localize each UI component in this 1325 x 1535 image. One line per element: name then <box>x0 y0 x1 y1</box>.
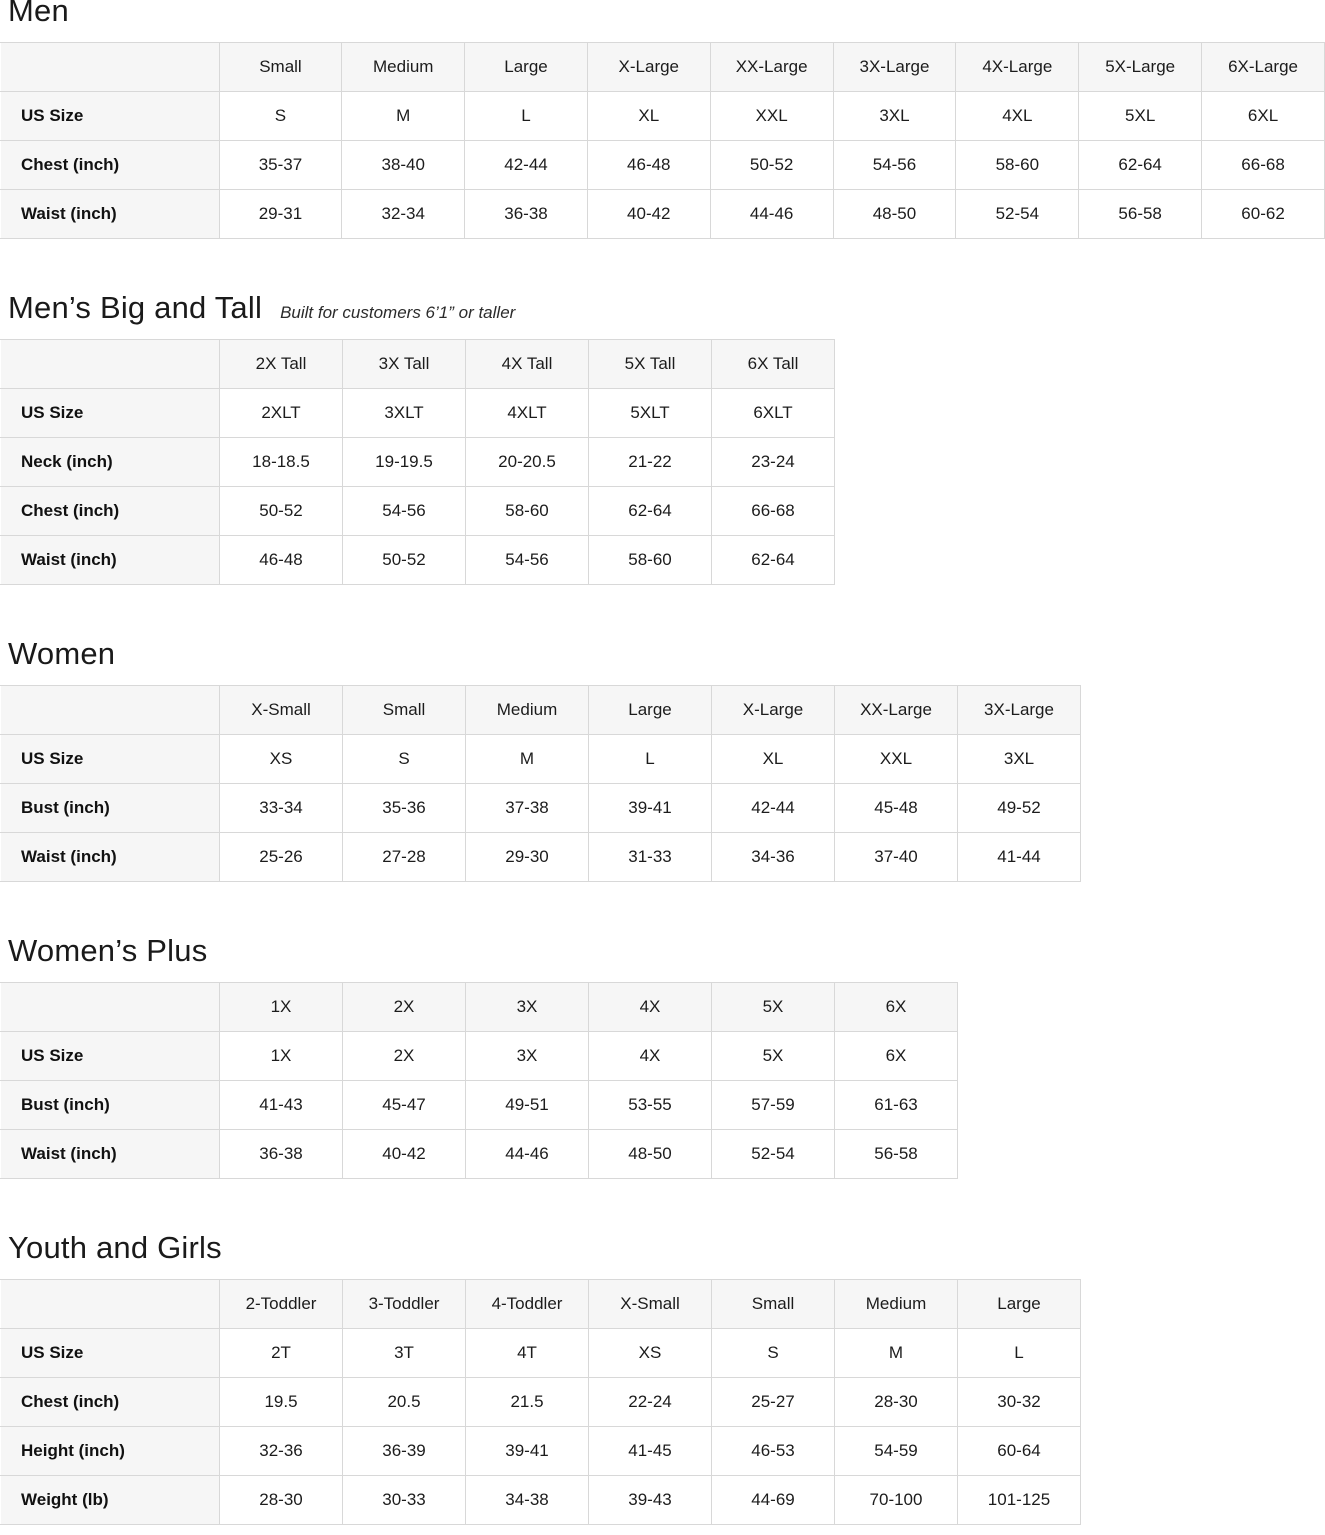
column-header: Medium <box>466 686 589 735</box>
table-cell: 66-68 <box>712 487 835 536</box>
column-header: X-Small <box>220 686 343 735</box>
table-cell: 39-43 <box>589 1476 712 1525</box>
table-corner-cell <box>1 983 220 1032</box>
table-row <box>1 438 835 487</box>
column-header: Small <box>343 686 466 735</box>
table-cell: 21.5 <box>466 1378 589 1427</box>
size-table <box>0 1279 1081 1525</box>
table-cell: 54-56 <box>466 536 589 585</box>
table-cell: 2X <box>343 1032 466 1081</box>
column-header: 3-Toddler <box>343 1280 466 1329</box>
section-title: Youth and Girls <box>8 1230 222 1266</box>
table-cell: S <box>712 1329 835 1378</box>
section-title: Men <box>8 0 69 28</box>
section-header <box>0 934 1325 982</box>
table-cell: 28-30 <box>835 1378 958 1427</box>
table-row <box>1 1329 1081 1378</box>
table-cell: 5X <box>712 1032 835 1081</box>
table-cell: 40-42 <box>343 1130 466 1179</box>
table-cell: 25-27 <box>712 1378 835 1427</box>
column-header: XX-Large <box>835 686 958 735</box>
table-cell: 52-54 <box>956 190 1079 239</box>
table-cell: 35-37 <box>219 141 342 190</box>
table-cell: 62-64 <box>589 487 712 536</box>
column-header: 4X-Large <box>956 43 1079 92</box>
column-header: X-Small <box>589 1280 712 1329</box>
row-header: Chest (inch) <box>1 1378 220 1427</box>
table-cell: 29-31 <box>219 190 342 239</box>
size-section <box>0 1231 1325 1525</box>
row-header: Chest (inch) <box>1 487 220 536</box>
size-section <box>0 0 1325 239</box>
column-header: 1X <box>220 983 343 1032</box>
table-cell: 3T <box>343 1329 466 1378</box>
table-cell: 54-56 <box>833 141 956 190</box>
table-cell: 34-38 <box>466 1476 589 1525</box>
table-header-row <box>1 983 958 1032</box>
table-cell: 3XL <box>833 92 956 141</box>
section-title: Women’s Plus <box>8 933 208 969</box>
table-cell: 31-33 <box>589 833 712 882</box>
column-header: 2X <box>343 983 466 1032</box>
row-header: US Size <box>1 735 220 784</box>
table-cell: 3XLT <box>343 389 466 438</box>
row-header: US Size <box>1 92 220 141</box>
table-cell: 41-44 <box>958 833 1081 882</box>
column-header: 4X Tall <box>466 340 589 389</box>
table-corner-cell <box>1 1280 220 1329</box>
table-cell: 20.5 <box>343 1378 466 1427</box>
table-cell: 58-60 <box>466 487 589 536</box>
section-title: Men’s Big and Tall <box>8 290 263 326</box>
row-header: Bust (inch) <box>1 784 220 833</box>
size-table <box>0 42 1325 239</box>
table-header-row <box>1 340 835 389</box>
table-cell: 39-41 <box>466 1427 589 1476</box>
table-cell: 4X <box>589 1032 712 1081</box>
table-cell: 30-33 <box>343 1476 466 1525</box>
table-cell: 46-48 <box>587 141 710 190</box>
table-row <box>1 1427 1081 1476</box>
table-cell: 53-55 <box>589 1081 712 1130</box>
column-header: Large <box>958 1280 1081 1329</box>
table-cell: 3XL <box>958 735 1081 784</box>
table-cell: 50-52 <box>220 487 343 536</box>
table-cell: 30-32 <box>958 1378 1081 1427</box>
size-table <box>0 339 835 585</box>
section-title: Women <box>8 636 116 672</box>
table-cell: 29-30 <box>466 833 589 882</box>
table-cell: S <box>219 92 342 141</box>
table-cell: 54-59 <box>835 1427 958 1476</box>
table-cell: 41-45 <box>589 1427 712 1476</box>
table-corner-cell <box>1 340 220 389</box>
table-cell: 35-36 <box>343 784 466 833</box>
table-row <box>1 1081 958 1130</box>
table-cell: 62-64 <box>1079 141 1202 190</box>
table-corner-cell <box>1 43 220 92</box>
table-cell: 25-26 <box>220 833 343 882</box>
table-cell: 5XL <box>1079 92 1202 141</box>
table-cell: 4XL <box>956 92 1079 141</box>
table-row <box>1 784 1081 833</box>
table-cell: 42-44 <box>465 141 588 190</box>
table-cell: 60-64 <box>958 1427 1081 1476</box>
table-row <box>1 1476 1081 1525</box>
column-header: 6X-Large <box>1202 43 1325 92</box>
column-header: Small <box>712 1280 835 1329</box>
table-cell: 5XLT <box>589 389 712 438</box>
table-cell: 18-18.5 <box>220 438 343 487</box>
table-cell: 19.5 <box>220 1378 343 1427</box>
table-row <box>1 833 1081 882</box>
table-cell: 2T <box>220 1329 343 1378</box>
table-cell: 44-69 <box>712 1476 835 1525</box>
table-cell: 48-50 <box>589 1130 712 1179</box>
table-cell: 52-54 <box>712 1130 835 1179</box>
row-header: Waist (inch) <box>1 536 220 585</box>
table-cell: 62-64 <box>712 536 835 585</box>
table-cell: 44-46 <box>710 190 833 239</box>
table-cell: 42-44 <box>712 784 835 833</box>
row-header: Waist (inch) <box>1 833 220 882</box>
size-section <box>0 934 1325 1179</box>
table-header-row <box>1 686 1081 735</box>
row-header: Waist (inch) <box>1 1130 220 1179</box>
table-cell: 32-34 <box>342 190 465 239</box>
column-header: Small <box>219 43 342 92</box>
table-cell: 20-20.5 <box>466 438 589 487</box>
row-header: Height (inch) <box>1 1427 220 1476</box>
size-table <box>0 685 1081 882</box>
table-cell: 4T <box>466 1329 589 1378</box>
table-cell: 45-47 <box>343 1081 466 1130</box>
table-cell: 33-34 <box>220 784 343 833</box>
table-cell: XS <box>220 735 343 784</box>
table-cell: 6X <box>835 1032 958 1081</box>
table-cell: 50-52 <box>710 141 833 190</box>
table-cell: L <box>958 1329 1081 1378</box>
table-header-row <box>1 1280 1081 1329</box>
table-cell: 38-40 <box>342 141 465 190</box>
row-header: US Size <box>1 389 220 438</box>
column-header: 3X-Large <box>833 43 956 92</box>
table-cell: 37-38 <box>466 784 589 833</box>
table-header-row <box>1 43 1325 92</box>
size-section <box>0 637 1325 882</box>
table-corner-cell <box>1 686 220 735</box>
table-cell: 46-48 <box>220 536 343 585</box>
table-cell: 32-36 <box>220 1427 343 1476</box>
row-header: Bust (inch) <box>1 1081 220 1130</box>
table-cell: 46-53 <box>712 1427 835 1476</box>
column-header: 6X <box>835 983 958 1032</box>
table-cell: 36-38 <box>220 1130 343 1179</box>
table-cell: 3X <box>466 1032 589 1081</box>
table-cell: 101-125 <box>958 1476 1081 1525</box>
table-cell: 39-41 <box>589 784 712 833</box>
table-cell: S <box>343 735 466 784</box>
size-table <box>0 982 958 1179</box>
column-header: Medium <box>835 1280 958 1329</box>
table-row <box>1 141 1325 190</box>
table-cell: 36-38 <box>465 190 588 239</box>
table-cell: 6XLT <box>712 389 835 438</box>
row-header: US Size <box>1 1329 220 1378</box>
column-header: 5X-Large <box>1079 43 1202 92</box>
table-row <box>1 1130 958 1179</box>
section-header <box>0 0 1325 42</box>
table-cell: 36-39 <box>343 1427 466 1476</box>
column-header: 4X <box>589 983 712 1032</box>
table-cell: M <box>835 1329 958 1378</box>
row-header: Weight (lb) <box>1 1476 220 1525</box>
column-header: 3X-Large <box>958 686 1081 735</box>
row-header: Waist (inch) <box>1 190 220 239</box>
column-header: 3X Tall <box>343 340 466 389</box>
table-cell: 27-28 <box>343 833 466 882</box>
row-header: US Size <box>1 1032 220 1081</box>
table-cell: 49-52 <box>958 784 1081 833</box>
table-cell: 49-51 <box>466 1081 589 1130</box>
table-cell: M <box>466 735 589 784</box>
table-cell: 50-52 <box>343 536 466 585</box>
table-cell: 58-60 <box>956 141 1079 190</box>
table-row <box>1 92 1325 141</box>
table-cell: 19-19.5 <box>343 438 466 487</box>
table-cell: 28-30 <box>220 1476 343 1525</box>
table-row <box>1 190 1325 239</box>
column-header: Medium <box>342 43 465 92</box>
table-cell: L <box>465 92 588 141</box>
column-header: 5X <box>712 983 835 1032</box>
column-header: 2X Tall <box>220 340 343 389</box>
table-row <box>1 389 835 438</box>
table-cell: XL <box>587 92 710 141</box>
table-cell: 40-42 <box>587 190 710 239</box>
column-header: X-Large <box>587 43 710 92</box>
table-cell: 70-100 <box>835 1476 958 1525</box>
table-cell: 2XLT <box>220 389 343 438</box>
table-cell: 23-24 <box>712 438 835 487</box>
table-cell: 22-24 <box>589 1378 712 1427</box>
row-header: Neck (inch) <box>1 438 220 487</box>
table-cell: 60-62 <box>1202 190 1325 239</box>
column-header: XX-Large <box>710 43 833 92</box>
column-header: Large <box>589 686 712 735</box>
table-cell: 44-46 <box>466 1130 589 1179</box>
table-cell: 56-58 <box>835 1130 958 1179</box>
column-header: 4-Toddler <box>466 1280 589 1329</box>
table-cell: 34-36 <box>712 833 835 882</box>
table-cell: 58-60 <box>589 536 712 585</box>
section-header <box>0 291 1325 339</box>
table-cell: XS <box>589 1329 712 1378</box>
section-header <box>0 1231 1325 1279</box>
table-cell: 54-56 <box>343 487 466 536</box>
table-cell: 66-68 <box>1202 141 1325 190</box>
table-cell: L <box>589 735 712 784</box>
table-row <box>1 1032 958 1081</box>
size-section <box>0 291 1325 585</box>
table-cell: XXL <box>835 735 958 784</box>
table-cell: 48-50 <box>833 190 956 239</box>
section-header <box>0 637 1325 685</box>
table-cell: 57-59 <box>712 1081 835 1130</box>
table-cell: 1X <box>220 1032 343 1081</box>
table-cell: 37-40 <box>835 833 958 882</box>
table-cell: M <box>342 92 465 141</box>
table-cell: 6XL <box>1202 92 1325 141</box>
table-cell: 4XLT <box>466 389 589 438</box>
row-header: Chest (inch) <box>1 141 220 190</box>
column-header: 3X <box>466 983 589 1032</box>
column-header: 5X Tall <box>589 340 712 389</box>
table-row <box>1 536 835 585</box>
table-row <box>1 735 1081 784</box>
table-cell: 41-43 <box>220 1081 343 1130</box>
table-row <box>1 487 835 536</box>
table-row <box>1 1378 1081 1427</box>
section-note: Built for customers 6’1” or taller <box>280 303 516 323</box>
table-cell: 21-22 <box>589 438 712 487</box>
table-cell: XL <box>712 735 835 784</box>
column-header: Large <box>465 43 588 92</box>
column-header: X-Large <box>712 686 835 735</box>
table-cell: 45-48 <box>835 784 958 833</box>
column-header: 6X Tall <box>712 340 835 389</box>
column-header: 2-Toddler <box>220 1280 343 1329</box>
table-cell: XXL <box>710 92 833 141</box>
table-cell: 61-63 <box>835 1081 958 1130</box>
table-cell: 56-58 <box>1079 190 1202 239</box>
